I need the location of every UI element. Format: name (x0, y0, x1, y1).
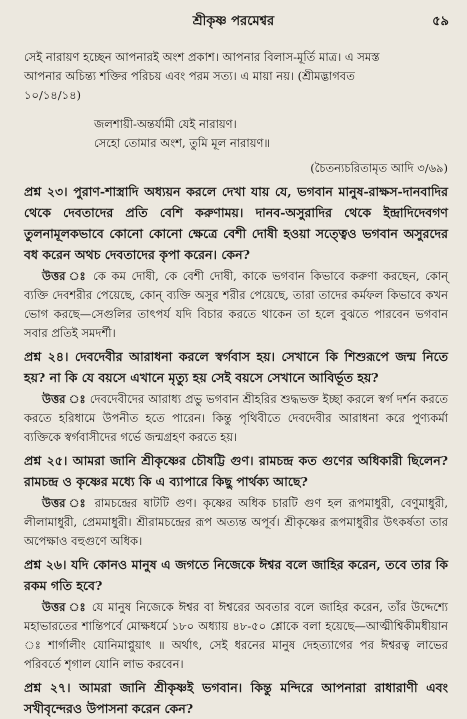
answer-label: উত্তর ঃ (42, 269, 88, 283)
answer-text: দেবদেবীদের আরাধ্য প্রভু ভগবান শ্রীহরির শুদ্ধভক্ত ইচ্ছা করলে স্বর্গ দর্শন করতে করতে হরিধামে উপনীত হতে পারেন। কিন্তু পৃথিবীতে দেবদেবীর আরাধনা করে পুণ্যকর্মা ব্যক্তিকে স্বর্গবাসীদের গর্ভে জন্মগ্রহণ করতে হয়। (24, 392, 448, 444)
question-text: দেবদেবীর আরাধনা করলে স্বর্গবাস হয়। সেখানে কি শিশুরূপে জন্ম নিতে হয়? না কি যে বয়সে এখানে মৃত্যু হয় সেই বয়সে সেখানে আবির্ভূত হয়? (24, 349, 448, 385)
verse-line: সেহো তোমার অংশ, তুমি মূল নারায়ণ॥ (94, 136, 270, 150)
answer-text: কে কম দোষী, কে বেশী দোষী, কাকে ভগবান কিভাবে করুণা করছেন, কোন্ ব্যক্তি দেবশরীর পেয়েছে, কোন্ ব্যক্তি অসুর শরীর পেয়েছে, তারা তাদের কর্মফল কিভাবে কখন ভোগ করছে—সেগুলির তাৎপর্য যদি বিচার করতে থাকেন তা হলে বুঝতে পারবেন ভগবান সবার প্রতিই সমদর্শী। (24, 269, 449, 340)
question-text: পুরাণ-শাস্ত্রাদি অধ্যয়ন করলে দেখা যায় যে, ভগবান মানুষ-রাক্ষস-দানবাদির থেকে দেবতাদের প্রতি বেশি করুণাময়। দানব-অসুরাদির থেকে ইন্দ্রাদিদেবগণ তুলনামূলকভাবে কোনো কোনো ক্ষেত্রে বেশী দোষী হওয়া সত্ত্বেও ভগবান অসুরদের বধ করেন অথচ দেবতাদের কৃপা করেন। কেন? (24, 184, 448, 262)
answer (24, 494, 448, 551)
answer (24, 390, 448, 447)
answer (24, 598, 448, 674)
answer (24, 267, 448, 343)
question-text: আমরা জানি শ্রীকৃষ্ণই ভগবান। কিন্তু মন্দিরে আপনারা রাধারাণী এবং সখীবৃন্দেরও উপাসনা করেন কেন? (24, 680, 449, 716)
question (24, 677, 448, 719)
answer-label: উত্তর ঃ (42, 600, 87, 614)
qa-block-25 (24, 450, 448, 551)
verse-line: জলশায়ী-অন্তর্যামী যেই নারায়ণ। (94, 117, 237, 131)
verse-block (94, 115, 448, 153)
page-header (0, 12, 467, 34)
question (24, 554, 448, 596)
answer-label: উত্তর ঃ (42, 496, 89, 510)
intro-line: ১০/১৪/১৪) (24, 88, 82, 102)
question (24, 450, 448, 492)
intro-line: সেই নারায়ণ হচ্ছেন আপনারই অংশ প্রকাশ। আপনার বিলাস-মূর্তি মাত্র। এ সমস্ত (24, 50, 380, 64)
qa-block-26 (24, 554, 448, 674)
question-number: প্রশ্ন ২৫। (24, 453, 68, 468)
running-title: শ্রীকৃষ্ণ পরমেশ্বর (192, 14, 275, 29)
answer-text: রামচন্দ্রের ষাটটি গুণ। কৃষ্ণের অধিক চারটি গুণ হল রূপমাধুরী, বেণুমাধুরী, লীলামাধুরী, প্রেমমাধুরী। শ্রীরামচন্দ্রের রূপ অত্যন্ত অপূর্ব। শ্রীকৃষ্ণের রূপমাধুরীর উৎকর্ষতা তার অপেক্ষাও বহুগুণে অধিক। (24, 496, 449, 548)
qa-block-23 (24, 181, 448, 343)
question-number: প্রশ্ন ২৬। (24, 557, 67, 572)
page-number: ৫৯ (432, 14, 449, 29)
question-number: প্রশ্ন ২৩। (24, 184, 68, 199)
qa-block-24 (24, 346, 448, 447)
question (24, 346, 448, 388)
answer-text: যে মানুষ নিজেকে ঈশ্বর বা ঈশ্বরের অবতার বলে জাহির করেন, তাঁর উদ্দেশ্যে মহাভারতের শান্তিপর্বে মোক্ষধর্মে ১৮০ অধ্যায় ৪৮-৫০ শ্লোকে বলা হয়েছে—আত্মীশ্বিকীমধীয়ান ঃ শার্গালীং যোনিমাপ্নুয়াৎ ॥ অর্থাৎ, সেই ধরনের মানুষ দেহত্যাগের পর ঈশ্বরত্ব লাভের পরিবর্তে শৃগাল যোনি লাভ করবেন। (24, 600, 449, 671)
question-text: আমরা জানি শ্রীকৃষ্ণের চৌষট্টি গুণ। রামচন্দ্র কত গুণের অধিকারী ছিলেন? রামচন্দ্র ও কৃষ্ণের মধ্যে কি এ ব্যাপারে কিছু পার্থক্য আছে? (24, 453, 448, 489)
page-body (24, 48, 449, 716)
qa-block-27 (24, 677, 448, 719)
verse-citation: (চৈতন্যচরিতামৃত আদি ৩/৬৯) (310, 161, 448, 175)
question-number: প্রশ্ন ২৭। (24, 680, 71, 695)
question-number: প্রশ্ন ২৪। (24, 349, 69, 364)
question-text: যদি কোনও মানুষ এ জগতে নিজেকে ঈশ্বর বলে জাহির করেন, তবে তার কি রকম গতি হবে? (24, 557, 448, 593)
question (24, 181, 448, 265)
answer-label: উত্তর ঃ (42, 392, 86, 406)
intro-line: আপনার অচিন্ত্য শক্তির পরিচয় এবং পরম সত্য। এ মায়া নয়। (শ্রীমদ্ভাগবত (24, 69, 355, 83)
